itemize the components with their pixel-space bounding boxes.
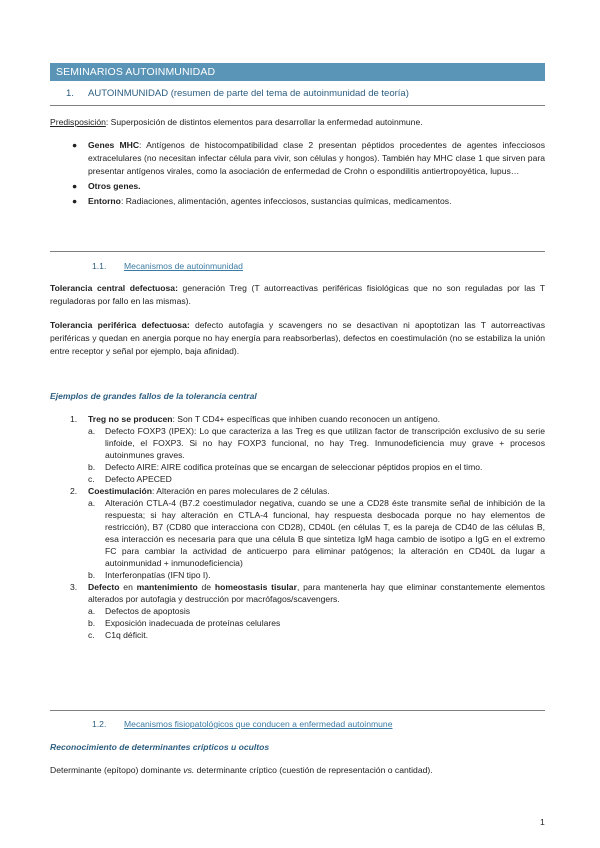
det-pre: Determinante (epítopo) dominante [50,765,184,775]
item-text-2: de [197,582,215,592]
list-item [72,180,545,193]
item-text: : Alteración en pares moleculares de 2 células. [152,486,330,496]
sub-item [70,605,545,617]
sub-item [70,617,545,629]
sub-text: Alteración CTLA-4 (B7.2 coestimulador negativa, cuando se une a CD28 éste transmite señal de inhibición de la respuesta; si hay alteración en CTLA-4 funcional, hay respuesta desbocada porque no hay elementos de restricción), B7 (CD80 que interacciona con CD28), CD40L (en células T, es la pareja de CD40 de las células B, esa interacción es necesaria para que una célula B que sintetiza IgM haga cambio de isotipo a IgG en el extremo FC para cambiar la actividad de anticuerpo para eliminar patógenos; la alteración en CD40L da lugar a autoinmunidad + inmunodeficiencia) [105,498,545,568]
sub-text: Exposición inadecuada de proteínas celulares [105,618,281,628]
list-item [72,195,545,208]
sub-letter: b. [88,570,96,580]
item-bold: Treg no se producen [88,414,173,424]
sub-item [70,629,545,641]
item-text-3: , para mantenerla hay que eliminar constantemente elementos alterados por autofagia y destrucción por macrófagos/scavengers. [88,582,545,604]
sub-letter: b. [88,462,96,472]
sub-text: Defectos de apoptosis [105,606,191,616]
subsection-link[interactable]: Mecanismos fisiopatológicos que conducen a enfermedad autoinmune [124,719,393,729]
bullet-icon: ● [72,181,78,191]
sub-text: Interferonpatías (IFN tipo I). [105,570,211,580]
item-text: : Son T CD4+ específicas que inhiben cuando reconocen un antígeno. [172,414,441,424]
predisposicion-text: : Superposición de distintos elementos para desarrollar la enfermedad autoinmune. [105,117,423,127]
tolerancia-central-paragraph [50,282,545,308]
predisposicion-paragraph [50,116,545,129]
predisposicion-label: Predisposición [50,117,106,127]
item-bold: Otros genes. [88,181,141,191]
item-bold: Defecto [88,582,120,592]
list-item [70,581,545,605]
subsection-heading-1-2 [92,719,392,729]
bullet-icon: ● [72,196,78,206]
sub-letter: a. [88,498,96,508]
tp-bold: Tolerancia periférica defectuosa: [50,320,190,330]
determinante-paragraph [50,764,545,777]
subsection-number: 1.1. [92,261,107,271]
sub-item [70,425,545,461]
subsection-link[interactable]: Mecanismos de autoinmunidad [124,261,243,271]
sub-letter: c. [88,630,95,640]
tc-text: generación Treg (T autorreactivas periféricas fisiológicas que no son reguladas por las T reguladoras por fallo en las mismas). [50,283,545,306]
tc-bold: Tolerancia central defectuosa: [50,283,178,293]
sub-letter: c. [88,474,95,484]
det-vs: vs. [183,765,195,775]
reconocimiento-heading: Reconocimiento de determinantes crípticos u ocultos [50,742,270,752]
item-text: en [119,582,137,592]
item-bold-2: mantenimiento [136,582,198,592]
sub-item [70,497,545,569]
item-text: : Antígenos de histocompatibilidad clase 2 presentan péptidos procedentes de agentes infecciosos extracelulares (no necesitan infectar célula para vivir, son células y hongos). También hay MHC clase 1 que sirven para presentar antígenos virales, como la asociación de enfermedad de Crohn o espondilitis antiertropoyética, lupus… [88,140,545,176]
divider [50,710,545,711]
sub-text: C1q déficit. [105,630,148,640]
tp-text: defecto autofagia y scavengers no se desactivan ni apoptotizan las T autorreactivas periféricas y quedan en anergia porque no hay energía para reabsorberlas), defectos en coestimulación (no se estabiliza la unión entre receptor y señal por ejemplo, baja afinidad). [50,320,545,356]
subsection-number: 1.2. [92,719,107,729]
item-text: : Radiaciones, alimentación, agentes infecciosos, sustancias químicas, medicamentos. [120,196,452,206]
det-post: determinante críptico (cuestión de representación o cantidad). [194,765,433,775]
ejemplos-heading: Ejemplos de grandes fallos de la tolerancia central [50,391,257,401]
item-number: 2. [70,486,78,496]
item-bold-3: homeostasis tisular [214,582,297,592]
item-bold: Entorno [88,196,121,206]
sub-letter: b. [88,618,96,628]
sub-item [70,461,545,473]
heading-autoinmunidad [66,88,409,99]
divider [50,105,545,106]
list-item [70,413,545,425]
heading-number: 1. [66,88,74,99]
ejemplos-list [70,413,545,641]
item-number: 3. [70,582,78,592]
list-item [72,139,545,178]
item-number: 1. [70,414,78,424]
sub-item [70,473,545,485]
subsection-heading-1-1 [92,261,243,271]
sub-letter: a. [88,606,96,616]
sub-text: Defecto AIRE: AIRE codifica proteínas que se encargan de seleccionar péptidos propios en el timo. [105,462,483,472]
item-bold: Coestimulación [88,486,152,496]
section-banner: SEMINARIOS AUTOINMUNIDAD [50,63,545,81]
sub-text: Defecto FOXP3 (IPEX): Lo que caracteriza a las Treg es que utilizan factor de transcripción exclusivo de su serie linfoide, el FOXP3. Si no hay FOXP3 funcional, no hay Treg. Inmunodeficiencia muy grave + procesos autoinmunes graves. [105,426,545,460]
list-item [70,485,545,497]
sub-letter: a. [88,426,96,436]
page-number: 1 [540,817,545,827]
sub-item [70,569,545,581]
sub-text: Defecto APECED [105,474,172,484]
bullet-icon: ● [72,140,78,150]
heading-text: AUTOINMUNIDAD (resumen de parte del tema de autoinmunidad de teoría) [88,88,409,99]
divider [50,251,545,252]
tolerancia-periferica-paragraph [50,319,545,358]
item-bold: Genes MHC [88,140,140,150]
factors-list [72,139,545,210]
